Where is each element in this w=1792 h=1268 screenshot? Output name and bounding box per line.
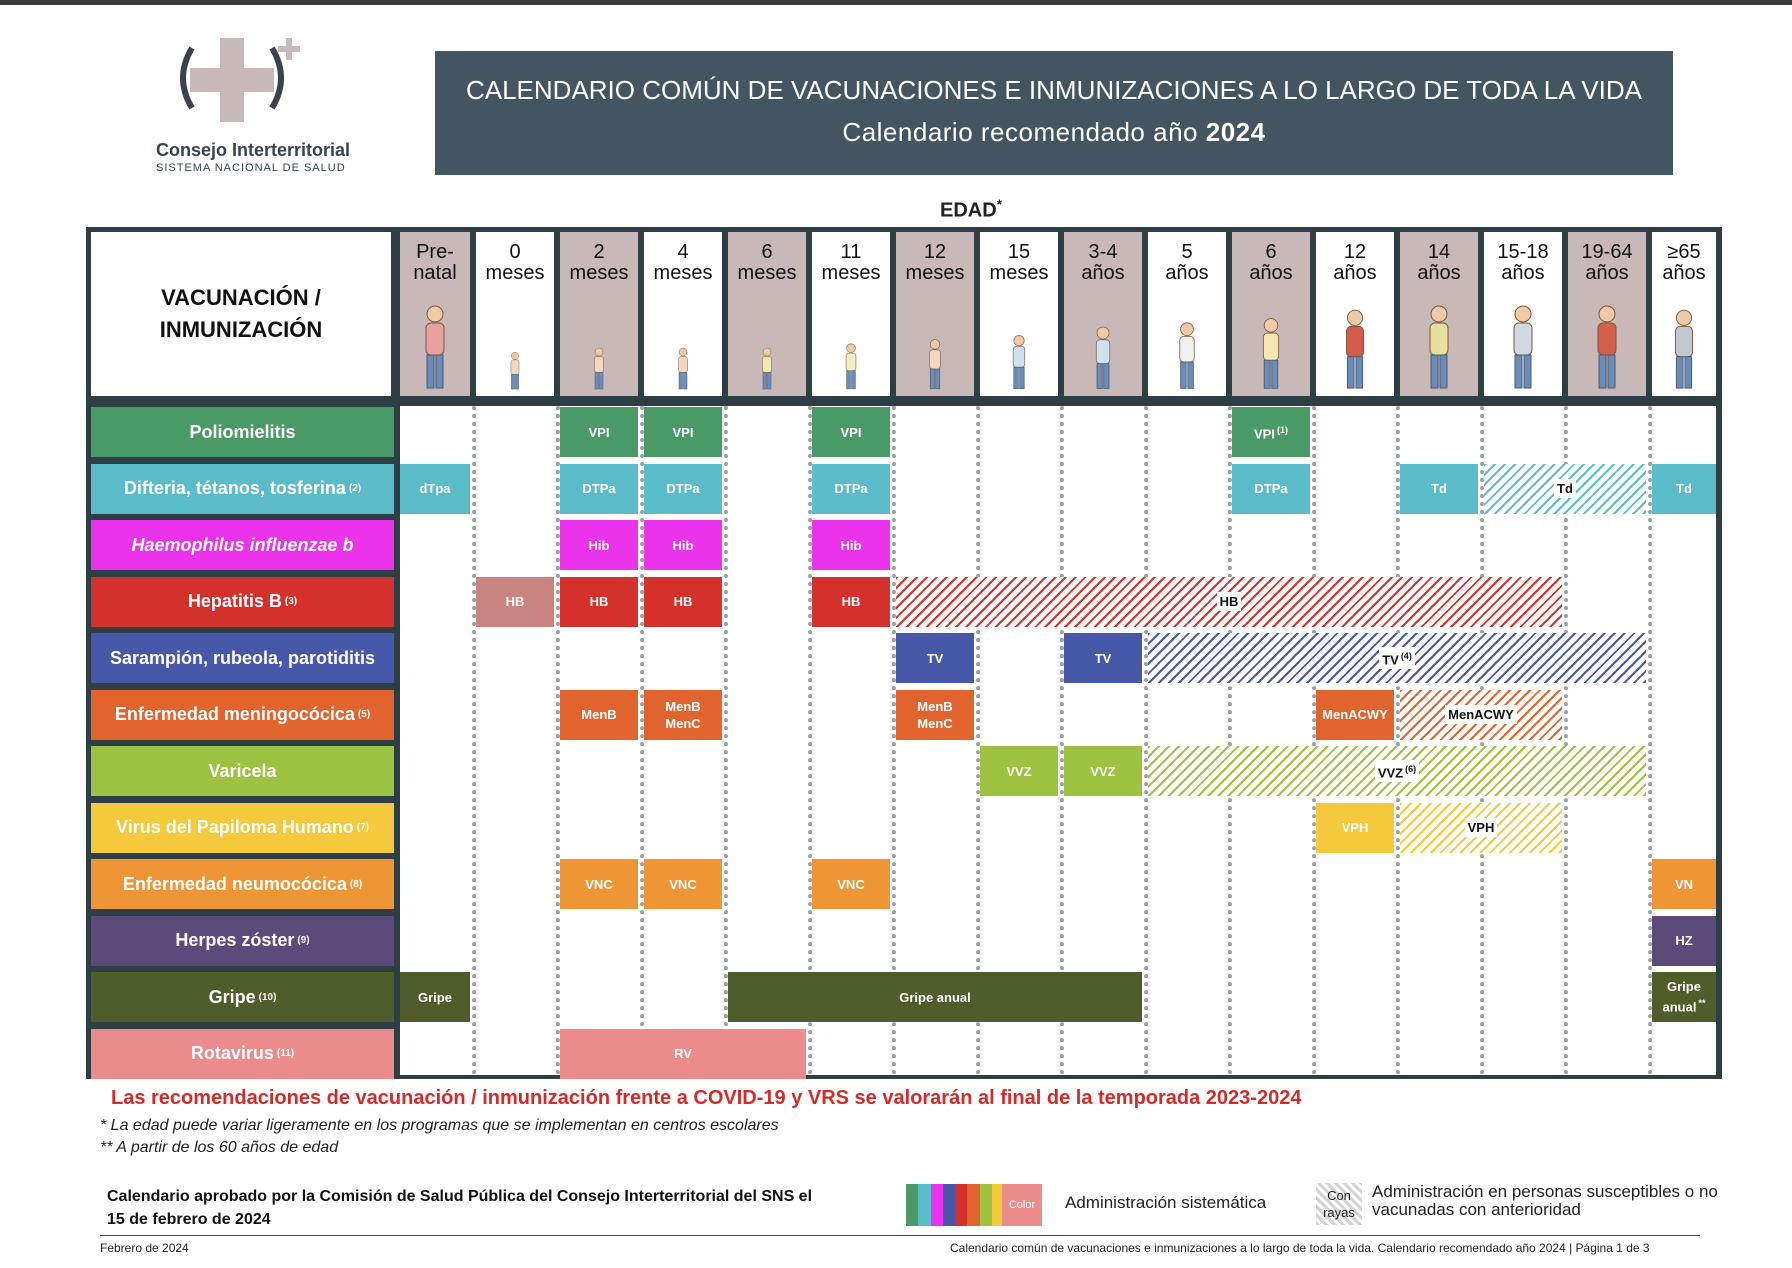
person-figure-icon: [1249, 300, 1293, 390]
vaccine-cell: [1652, 972, 1716, 1022]
age-column-7: [980, 232, 1058, 396]
age-unit: meses: [485, 262, 545, 284]
vaccine-cell: [560, 577, 638, 627]
column-separator: [1144, 406, 1148, 1075]
vaccine-cell: [400, 464, 470, 514]
age-column-14: [1568, 232, 1646, 396]
disease-name: Varicela: [208, 760, 277, 781]
age-unit: meses: [569, 262, 629, 284]
age-column-15: [1652, 232, 1716, 396]
disease-label: [91, 916, 394, 966]
vaccine-cell: [728, 972, 1142, 1022]
age-unit: años: [1249, 262, 1293, 284]
vaccine-cell: [644, 859, 722, 909]
age-unit: meses: [653, 262, 713, 284]
approval-text: Calendario aprobado por la Comisión de Salud Pública del Consejo Interterritorial del SNS el 15 de febrero de 2024: [107, 1188, 813, 1228]
vaccine-cell: [812, 577, 890, 627]
disease-label: [91, 633, 394, 683]
vaccine-label: VPH: [1465, 818, 1498, 837]
vaccine-cell: [644, 464, 722, 514]
vaccine-cell: [560, 520, 638, 570]
vaccine-cell: [1652, 859, 1716, 909]
age-unit: meses: [737, 262, 797, 284]
vaccine-cell: [812, 407, 890, 457]
age-value: 19-64: [1581, 241, 1633, 263]
age-unit: natal: [413, 262, 457, 284]
vaccine-label: Td: [1554, 479, 1576, 498]
vaccine-label: DTPa: [666, 481, 700, 496]
vaccine-label: VNC: [837, 876, 865, 892]
person-figure-icon: [413, 300, 457, 390]
vaccine-cell: [1652, 916, 1716, 966]
person-figure-icon: [1165, 300, 1209, 390]
column-separator: [472, 406, 476, 1075]
vaccine-cell: [896, 633, 974, 683]
age-unit: años: [1585, 262, 1629, 284]
vaccine-cell: [896, 690, 974, 740]
age-unit: meses: [989, 262, 1049, 284]
vaccine-label: MenB MenC: [665, 698, 701, 731]
disease-label: [91, 972, 394, 1022]
footnote-60: ** A partir de los 60 años de edad: [100, 1139, 339, 1156]
age-column-12: [1400, 232, 1478, 396]
age-unit: años: [1165, 262, 1209, 284]
row-header-line2: INMUNIZACIÓN: [159, 317, 323, 342]
person-figure-icon: [493, 300, 537, 390]
vaccine-label: DTPa: [1254, 481, 1288, 496]
vaccine-footnote: (4): [1400, 650, 1412, 661]
top-rule: [0, 0, 1792, 5]
vaccine-label: TV: [1094, 650, 1112, 666]
legend-systematic: Administración sistemática: [1065, 1193, 1267, 1212]
age-value: 11: [840, 241, 862, 263]
disease-name: Herpes zóster: [175, 930, 295, 950]
disease-label: [91, 859, 394, 909]
vaccine-label: VPI $^{(1)}$: [1254, 424, 1288, 442]
age-column-10: [1232, 232, 1310, 396]
person-figure-icon: [1501, 300, 1545, 390]
vaccine-label: DTPa: [582, 481, 616, 496]
row-header-line1: VACUNACIÓN /: [161, 285, 321, 310]
legend-susceptible: [1372, 1183, 1727, 1219]
age-value: 4: [677, 241, 689, 263]
vaccine-cell: [476, 577, 554, 627]
legend-stripe-swatch: Con rayas: [1316, 1183, 1362, 1225]
footer-date: Febrero de 2024: [100, 1241, 189, 1255]
row-header: [91, 232, 391, 396]
disease-label: [91, 577, 394, 627]
person-figure-icon: [661, 300, 705, 390]
vaccine-cell: [560, 1029, 806, 1079]
vaccine-footnote: **: [1698, 998, 1706, 1009]
disease-name: Virus del Papiloma Humano: [116, 817, 354, 837]
vaccine-label: Gripe anual **: [1662, 979, 1706, 1015]
vaccine-label: HB: [1217, 592, 1242, 611]
vaccine-cell: [1064, 746, 1142, 796]
vaccine-label: DTPa: [834, 481, 868, 496]
org-subtitle: SISTEMA NACIONAL DE SALUD: [156, 162, 346, 174]
vaccine-cell: [400, 972, 470, 1022]
vaccine-label: VVZ: [1006, 763, 1032, 779]
age-value: Pre-: [416, 241, 454, 263]
person-figure-icon: [1585, 300, 1629, 390]
vaccine-label: HB: [841, 594, 861, 609]
footer-rule: [100, 1235, 1700, 1236]
vaccine-label: Gripe anual: [899, 989, 971, 1005]
age-unit: años: [1081, 262, 1125, 284]
vaccine-label: VNC: [669, 876, 697, 892]
vaccine-cell: [1064, 633, 1142, 683]
person-figure-icon: [1417, 300, 1461, 390]
vaccine-label: VPI: [672, 424, 694, 440]
disease-name: Poliomielitis: [189, 421, 296, 442]
vaccine-label: RV: [674, 1046, 692, 1061]
vaccine-label: VPH: [1341, 820, 1369, 835]
disease-footnote: (10): [258, 991, 277, 1003]
vaccine-label: VVZ: [1090, 763, 1116, 779]
age-column-13: [1484, 232, 1562, 396]
age-value: 0: [509, 241, 521, 263]
legend-color-label: Color: [1002, 1184, 1042, 1226]
vaccine-label: Hib: [672, 537, 694, 553]
age-value: 5: [1181, 241, 1193, 263]
disease-name: Sarampión, rubeola, parotiditis: [109, 647, 376, 668]
catch-up-bar: [1400, 690, 1562, 740]
vaccine-cell: [1232, 464, 1310, 514]
age-column-1: [476, 232, 554, 396]
vaccine-label: VVZ $^{(6)}$: [1375, 760, 1419, 782]
person-figure-icon: [829, 300, 873, 390]
disease-name: Rotavirus: [190, 1043, 274, 1063]
catch-up-bar: [1148, 633, 1646, 683]
person-figure-icon: [577, 300, 621, 390]
vaccine-label: MenB MenC: [917, 698, 953, 731]
vaccine-label: Td: [1431, 481, 1447, 496]
vaccine-cell: [1400, 464, 1478, 514]
disease-label: [91, 803, 394, 853]
org-name: Consejo Interterritorial: [156, 140, 351, 160]
title-banner: [435, 51, 1673, 175]
vaccine-label: VPI: [588, 424, 610, 440]
vaccine-label: HB: [505, 594, 525, 609]
catch-up-bar: [1484, 464, 1646, 514]
vaccine-cell: [560, 690, 638, 740]
age-value: 12: [1343, 241, 1367, 263]
disease-name: Difteria, tétanos, tosferina: [123, 478, 346, 498]
vaccine-cell: [560, 859, 638, 909]
vaccine-label: HB: [673, 594, 693, 609]
vaccine-footnote: (1): [1276, 424, 1288, 435]
edad-asterisk: *: [996, 196, 1003, 212]
age-column-6: [896, 232, 974, 396]
vaccine-label: HZ: [1675, 933, 1693, 948]
vaccine-label: MenB: [581, 707, 617, 722]
column-separator: [1312, 406, 1316, 1075]
age-column-9: [1148, 232, 1226, 396]
vaccine-cell: [812, 520, 890, 570]
vaccine-footnote: (6): [1405, 763, 1417, 774]
vaccine-label: VN: [1674, 876, 1694, 892]
legend-susceptible-text: Administración en personas susceptibles o no vacunadas con anterioridad: [1372, 1182, 1718, 1219]
age-value: 15-18: [1497, 241, 1549, 263]
age-value: 6: [761, 241, 773, 263]
age-value: 3-4: [1088, 241, 1118, 263]
vaccine-label: dTpa: [419, 481, 451, 496]
age-column-11: [1316, 232, 1394, 396]
age-column-5: [812, 232, 890, 396]
disease-label: [91, 520, 394, 570]
vaccine-label: MenACWY: [1445, 705, 1517, 724]
vaccine-cell: [1232, 407, 1310, 457]
vaccine-cell: [812, 464, 890, 514]
disease-footnote: (3): [284, 596, 298, 607]
edad-text: EDAD: [940, 199, 997, 222]
disease-label: [91, 746, 394, 796]
age-value: 12: [923, 241, 947, 263]
catch-up-bar: [1148, 746, 1646, 796]
vaccine-cell: [644, 520, 722, 570]
vaccine-label: TV $^{(4)}$: [1379, 647, 1415, 669]
vaccine-label: MenACWY: [1322, 707, 1388, 722]
vaccine-label: Hib: [840, 537, 862, 553]
age-value: 6: [1265, 241, 1277, 263]
age-value: 15: [1007, 241, 1031, 263]
vaccine-cell: [644, 690, 722, 740]
vaccine-cell: [1316, 803, 1394, 853]
person-figure-icon: [1333, 300, 1377, 390]
vaccine-label: TV: [926, 650, 944, 666]
vaccine-cell: [980, 746, 1058, 796]
disease-name: Enfermedad neumocócica: [122, 873, 347, 894]
vaccine-label: Hib: [588, 537, 610, 553]
vaccine-label: Td: [1676, 481, 1692, 496]
age-unit: años: [1417, 262, 1461, 284]
footnote-age: * La edad puede variar ligeramente en los programas que se implementan en centros escolares: [100, 1117, 779, 1134]
disease-footnote: (8): [349, 878, 363, 890]
person-figure-icon: [997, 300, 1041, 390]
person-figure-icon: [1081, 300, 1125, 390]
vaccine-cell: [560, 407, 638, 457]
subtitle-year: 2024: [1205, 117, 1266, 147]
age-column-0: [400, 232, 470, 396]
age-unit: meses: [821, 262, 881, 284]
footer-page-info: Calendario común de vacunaciones e inmunizaciones a lo largo de toda la vida. Calendario recomendado año 2024 | Página 1 de 3: [950, 1241, 1650, 1255]
age-unit: meses: [905, 262, 965, 284]
person-figure-icon: [745, 300, 789, 390]
vaccine-label: VNC: [585, 876, 613, 892]
age-column-4: [728, 232, 806, 396]
disease-footnote: (2): [348, 483, 362, 494]
vaccine-cell: [1652, 464, 1716, 514]
age-unit: años: [1333, 262, 1377, 284]
age-column-2: [560, 232, 638, 396]
page-subtitle: [435, 117, 1673, 148]
vaccine-label: VPI: [840, 424, 862, 440]
vaccine-cell: [560, 464, 638, 514]
person-figure-icon: [1662, 300, 1706, 390]
age-column-8: [1064, 232, 1142, 396]
disease-name: Hepatitis B: [187, 591, 282, 611]
vaccine-cell: [644, 407, 722, 457]
age-unit: años: [1662, 262, 1706, 284]
catch-up-bar: [896, 577, 1562, 627]
vaccine-cell: [644, 577, 722, 627]
subtitle-prefix: Calendario recomendado año: [842, 117, 1198, 147]
disease-footnote: (11): [276, 1048, 295, 1059]
disease-name: Enfermedad meningocócica: [114, 704, 355, 724]
disease-name: Haemophilus influenzae b: [131, 534, 354, 555]
disease-name: Gripe: [208, 986, 256, 1007]
disease-label: [91, 690, 394, 740]
vaccine-label: Gripe: [418, 989, 452, 1005]
vaccine-cell: [1316, 690, 1394, 740]
age-value: 2: [593, 241, 605, 263]
age-axis-label: [940, 196, 1002, 223]
catch-up-bar: [1400, 803, 1562, 853]
person-figure-icon: [913, 300, 957, 390]
age-column-3: [644, 232, 722, 396]
covid-vrs-note: Las recomendaciones de vacunación / inmunización frente a COVID-19 y VRS se valorarán al final de la temporada 2023-2024: [111, 1087, 1302, 1109]
vaccine-cell: [812, 859, 890, 909]
age-value: ≥65: [1667, 241, 1701, 263]
disease-label: [91, 464, 394, 514]
age-value: 14: [1427, 241, 1451, 263]
vaccine-label: HB: [589, 594, 609, 609]
disease-label: [91, 407, 394, 457]
age-unit: años: [1501, 262, 1545, 284]
disease-label: [91, 1029, 394, 1079]
disease-footnote: (7): [356, 822, 369, 833]
page-title: CALENDARIO COMÚN DE VACUNACIONES E INMUNIZACIONES A LO LARGO DE TODA LA VIDA: [465, 75, 1643, 105]
disease-footnote: (5): [357, 709, 371, 720]
disease-footnote: (9): [297, 935, 310, 946]
